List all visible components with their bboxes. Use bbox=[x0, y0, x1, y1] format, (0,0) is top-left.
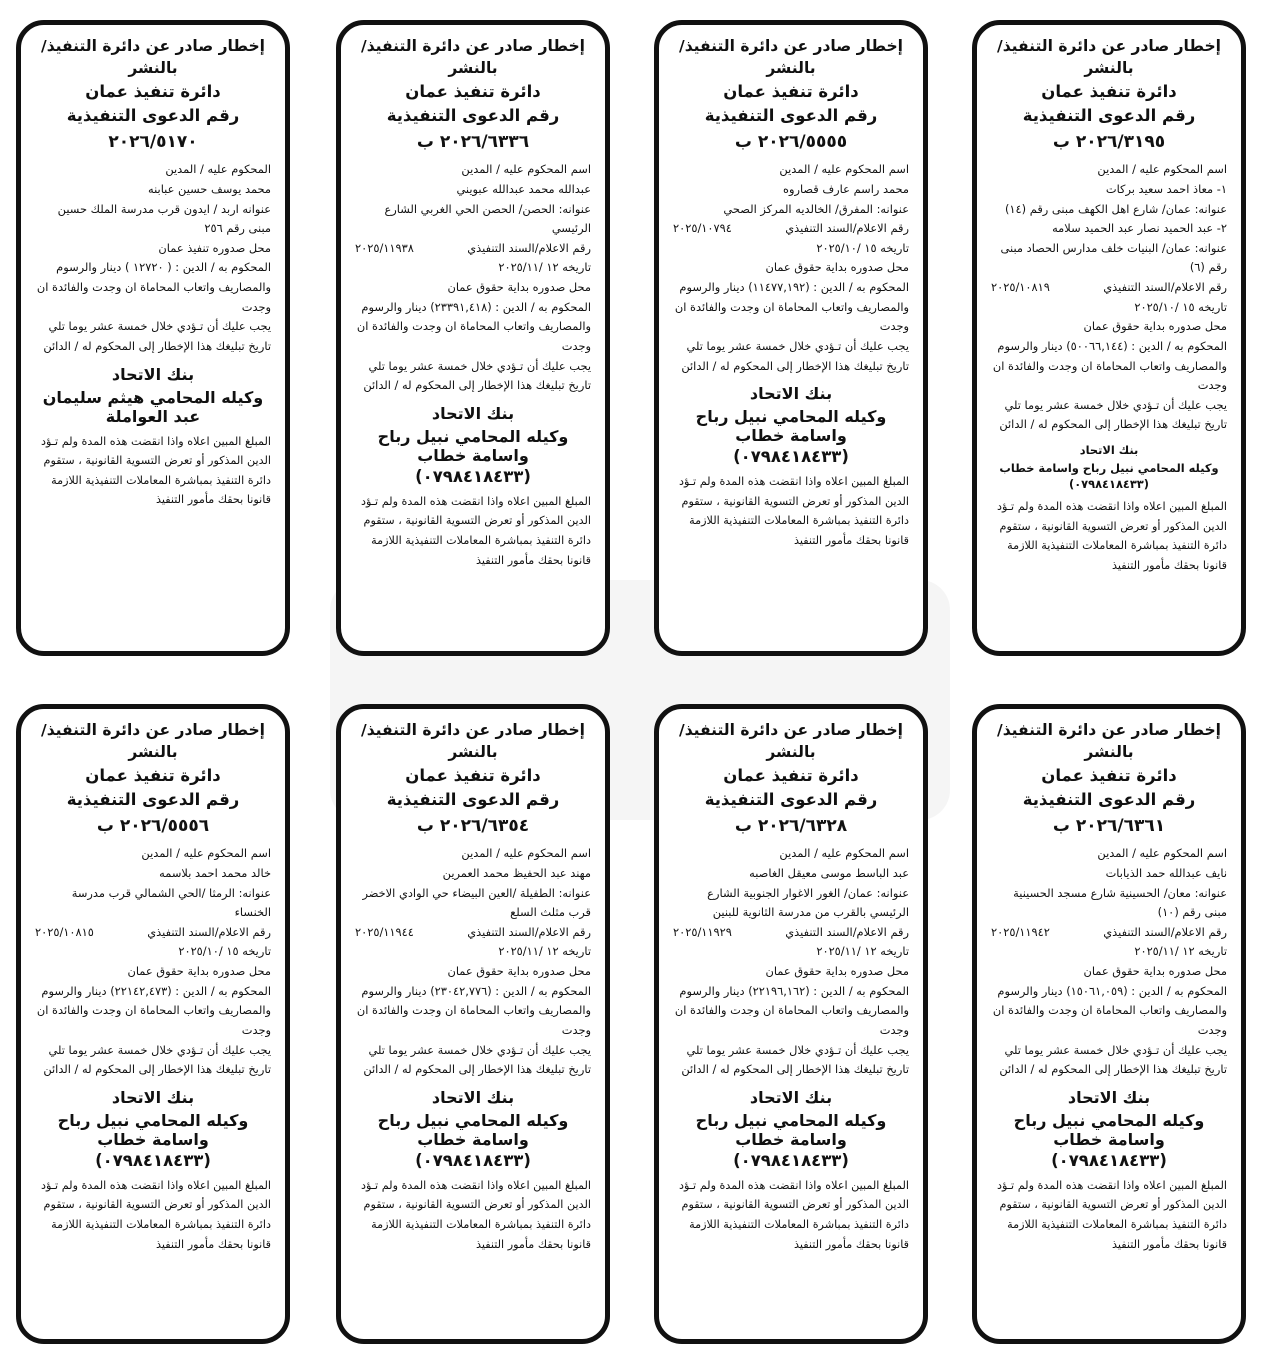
amount-stated: المبلغ المبين اعلاه bbox=[825, 475, 909, 489]
amount-stated: المبلغ المبين اعلاه bbox=[507, 1178, 591, 1192]
debtor-line: عنوانه: المفرق/ الخالديه المركز الصحي bbox=[723, 201, 909, 216]
notice-title: إخطار صادر عن دائرة التنفيذ/ بالنشر bbox=[361, 721, 585, 762]
notice-label: رقم الاعلام/السند التنفيذي bbox=[147, 924, 271, 939]
phone: (٠٧٩٨٤١٨٤٣٣) bbox=[95, 1150, 211, 1170]
dept-name: دائرة تنفيذ عمان bbox=[85, 81, 221, 101]
debtor-label: اسم المحكوم عليه / المدين bbox=[1097, 162, 1227, 177]
debtor-line: محمد يوسف حسين عبابنه bbox=[148, 182, 271, 197]
dept-name: دائرة تنفيذ عمان bbox=[723, 81, 859, 101]
notice-card bbox=[972, 704, 1246, 1344]
amount-stated: المبلغ المبين اعلاه bbox=[187, 1178, 271, 1192]
case-label: رقم الدعوى التنفيذية bbox=[386, 105, 560, 125]
court: محل صدوره بداية حقوق عمان bbox=[447, 280, 591, 295]
debtor-line: عنوانه: الحصن/ الحصن الحي الغربي الشارع الرئيسي bbox=[384, 201, 591, 236]
notice-card bbox=[16, 704, 290, 1344]
notice-label: رقم الاعلام/السند التنفيذي bbox=[785, 924, 909, 939]
debtor-line: عنوانه: عمان/ شارع اهل الكهف مبنى رقم (١٤) bbox=[1004, 201, 1227, 216]
case-number: ٢٠٢٦/٥٥٥٦ ب bbox=[96, 815, 210, 836]
dept-name: دائرة تنفيذ عمان bbox=[1041, 81, 1177, 101]
officer: مأمور التنفيذ bbox=[155, 493, 215, 507]
lawyer: وكيله المحامي نبيل رباح واسامة خطاب bbox=[377, 1110, 569, 1149]
warning: واذا انقضت هذه المدة ولم تـؤد الدين المذكور أو تعرض التسوية القانونية ، ستقوم دائرة التنفيذ بمباشرة المعاملات التنفيذية اللازمة قانونا بحقك bbox=[361, 494, 591, 567]
notice-card bbox=[336, 704, 610, 1344]
warning: واذا انقضت هذه المدة ولم تـؤد الدين المذكور أو تعرض التسوية القانونية ، ستقوم دائرة التنفيذ بمباشرة المعاملات التنفيذية اللازمة قانونا بحقك bbox=[41, 434, 271, 507]
warning: واذا انقضت هذه المدة ولم تـؤد الدين المذكور أو تعرض التسوية القانونية ، ستقوم دائرة التنفيذ بمباشرة المعاملات التنفيذية اللازمة قانونا بحقك bbox=[361, 1178, 591, 1251]
notice-title: إخطار صادر عن دائرة التنفيذ/ بالنشر bbox=[361, 37, 585, 78]
notice-number: ٢٠٢٥/١٠٨١٥ bbox=[35, 924, 94, 939]
notice-title: إخطار صادر عن دائرة التنفيذ/ بالنشر bbox=[679, 721, 903, 762]
phone: (٠٧٩٨٤١٨٤٣٣) bbox=[733, 1150, 849, 1170]
phone: (٠٧٩٨٤١٨٤٣٣) bbox=[1051, 1150, 1167, 1170]
bank-name: بنك الاتحاد bbox=[1067, 1087, 1151, 1107]
lawyer: وكيله المحامي هيثم سليمان عبد العواملة bbox=[42, 387, 264, 426]
court: محل صدوره بداية حقوق عمان bbox=[1083, 319, 1227, 334]
case-number: ٢٠٢٦/٦٣٥٤ ب bbox=[416, 815, 530, 836]
case-label: رقم الدعوى التنفيذية bbox=[704, 105, 878, 125]
warning: واذا انقضت هذه المدة ولم تـؤد الدين المذكور أو تعرض التسوية القانونية ، ستقوم دائرة التنفيذ بمباشرة المعاملات التنفيذية اللازمة قانونا بحقك bbox=[997, 1178, 1227, 1251]
pay-text: يجب عليك أن تـؤدي خلال خمسة عشر يوما تلي تاريخ تبليغك هذا الإخطار إلى المحكوم له / الدائن bbox=[363, 1042, 591, 1077]
notice-title: إخطار صادر عن دائرة التنفيذ/ بالنشر bbox=[679, 37, 903, 78]
pay-text: يجب عليك أن تـؤدي خلال خمسة عشر يوما تلي تاريخ تبليغك هذا الإخطار إلى المحكوم له / الدائن bbox=[681, 1042, 909, 1077]
notice-date: تاريخه ١٥ /٢٠٢٥/١٠ bbox=[816, 240, 909, 255]
warning: واذا انقضت هذه المدة ولم تـؤد الدين المذكور أو تعرض التسوية القانونية ، ستقوم دائرة التنفيذ بمباشرة المعاملات التنفيذية اللازمة قانونا بحقك bbox=[997, 499, 1227, 572]
warning: واذا انقضت هذه المدة ولم تـؤد الدين المذكور أو تعرض التسوية القانونية ، ستقوم دائرة التنفيذ بمباشرة المعاملات التنفيذية اللازمة قانونا بحقك bbox=[679, 475, 909, 547]
debtor-label: المحكوم عليه / المدين bbox=[165, 162, 271, 177]
debtor-line: نايف عبدالله حمد الذيابات bbox=[1105, 866, 1227, 881]
debtor-line: مهند عبد الحفيظ محمد العمرين bbox=[442, 866, 591, 881]
warning: واذا انقضت هذه المدة ولم تـؤد الدين المذكور أو تعرض التسوية القانونية ، ستقوم دائرة التنفيذ بمباشرة المعاملات التنفيذية اللازمة قانونا بحقك bbox=[41, 1178, 271, 1251]
officer: مأمور التنفيذ bbox=[1111, 558, 1171, 572]
amount: المحكوم به / الدين : (٢٣٣٩١,٤١٨) دينار والرسوم والمصاريف واتعاب المحاماة ان وجدت والفائدة ان وجدت bbox=[356, 299, 591, 353]
lawyer: وكيله المحامي نبيل رباح واسامة خطاب bbox=[695, 1110, 887, 1149]
case-label: رقم الدعوى التنفيذية bbox=[1022, 105, 1196, 125]
debtor-line: محمد راسم عارف قصاروه bbox=[782, 182, 909, 197]
amount: المحكوم به / الدين : (٢٢١٤٢,٤٧٣) دينار والرسوم والمصاريف واتعاب المحاماة ان وجدت والفائدة ان وجدت bbox=[36, 983, 271, 1037]
notice-card bbox=[654, 20, 928, 656]
notice-title: إخطار صادر عن دائرة التنفيذ/ بالنشر bbox=[41, 721, 265, 762]
court: محل صدوره بداية حقوق عمان bbox=[127, 964, 271, 979]
bank-name: بنك الاتحاد bbox=[431, 1087, 515, 1107]
notice-card bbox=[654, 704, 928, 1344]
debtor-line: عبدالله محمد عبدالله عبويني bbox=[456, 182, 591, 197]
pay-text: يجب عليك أن تـؤدي خلال خمسة عشر يوما تلي تاريخ تبليغك هذا الإخطار إلى المحكوم له / الدائن bbox=[43, 319, 271, 353]
notice-title: إخطار صادر عن دائرة التنفيذ/ بالنشر bbox=[997, 721, 1221, 762]
bank-name: بنك الاتحاد bbox=[749, 384, 833, 404]
officer: مأمور التنفيذ bbox=[155, 1237, 215, 1251]
debtor-line: عنوانه: عمان/ البنيات خلف مدارس الحصاد مبنى رقم (٦) bbox=[1000, 240, 1227, 275]
notice-date: تاريخه ١٢ /٢٠٢٥/١١ bbox=[498, 260, 591, 275]
notice-card bbox=[336, 20, 610, 656]
notice-label: رقم الاعلام/السند التنفيذي bbox=[467, 240, 591, 255]
court: محل صدوره بداية حقوق عمان bbox=[447, 964, 591, 979]
amount: المحكوم به / الدين : (٥٠٠٦٦,١٤٤) دينار والرسوم والمصاريف واتعاب المحاماة ان وجدت والفائدة ان وجدت bbox=[992, 338, 1227, 393]
bank-name: بنك الاتحاد bbox=[1079, 442, 1139, 457]
case-number: ٢٠٢٦/٥٥٥٥ ب bbox=[734, 131, 848, 152]
notice-number: ٢٠٢٥/١١٩٤٤ bbox=[355, 924, 414, 939]
amount: المحكوم به / الدين : (١٥٠٦١,٠٥٩) دينار والرسوم والمصاريف واتعاب المحاماة ان وجدت والفائدة ان وجدت bbox=[992, 983, 1227, 1037]
notice-number: ٢٠٢٥/١٠٨١٩ bbox=[991, 280, 1050, 295]
debtor-line: عنوانه: الرمثا /الحي الشمالي قرب مدرسة الخنساء bbox=[71, 885, 271, 920]
dept-name: دائرة تنفيذ عمان bbox=[405, 81, 541, 101]
phone: (٠٧٩٨٤١٨٤٣٣) bbox=[415, 1150, 531, 1170]
amount-stated: المبلغ المبين اعلاه bbox=[507, 494, 591, 508]
case-number: ٢٠٢٦/٦٣٣٦ ب bbox=[416, 131, 530, 152]
debtor-line: ٢- عبد الحميد نصار عبد الحميد سلامه bbox=[1052, 221, 1227, 236]
debtor-line: عنوانه: عمان/ الغور الاغوار الجنوبية الشارع الرئيسي بالقرب من مدرسة الثانوية للبنين bbox=[707, 885, 909, 920]
case-label: رقم الدعوى التنفيذية bbox=[386, 789, 560, 809]
pay-text: يجب عليك أن تـؤدي خلال خمسة عشر يوما تلي تاريخ تبليغك هذا الإخطار إلى المحكوم له / الدائن bbox=[999, 1042, 1227, 1077]
notice-date: تاريخه ١٥ /٢٠٢٥/١٠ bbox=[1134, 299, 1227, 314]
amount: المحكوم به / الدين : (٢٣٠٤٢,٧٧٦) دينار والرسوم والمصاريف واتعاب المحاماة ان وجدت والفائدة ان وجدت bbox=[356, 983, 591, 1037]
notice-date: تاريخه ١٢ /٢٠٢٥/١١ bbox=[816, 944, 909, 959]
officer: مأمور التنفيذ bbox=[793, 533, 853, 547]
notice-number: ٢٠٢٥/١١٩٤٢ bbox=[991, 924, 1050, 939]
court: محل صدوره بداية حقوق عمان bbox=[765, 964, 909, 979]
phone: (٠٧٩٨٤١٨٤٣٣) bbox=[1069, 476, 1149, 491]
notice-title: إخطار صادر عن دائرة التنفيذ/ بالنشر bbox=[997, 37, 1221, 78]
amount-stated: المبلغ المبين اعلاه bbox=[825, 1178, 909, 1192]
debtor-label: اسم المحكوم عليه / المدين bbox=[779, 846, 909, 861]
bank-name: بنك الاتحاد bbox=[431, 403, 515, 423]
dept-name: دائرة تنفيذ عمان bbox=[85, 765, 221, 785]
officer: مأمور التنفيذ bbox=[793, 1237, 853, 1251]
notice-label: رقم الاعلام/السند التنفيذي bbox=[467, 924, 591, 939]
pay-text: يجب عليك أن تـؤدي خلال خمسة عشر يوما تلي تاريخ تبليغك هذا الإخطار إلى المحكوم له / الدائن bbox=[363, 358, 591, 393]
court: محل صدوره تنفيذ عمان bbox=[158, 240, 271, 255]
bank-name: بنك الاتحاد bbox=[749, 1087, 833, 1107]
case-label: رقم الدعوى التنفيذية bbox=[1022, 789, 1196, 809]
case-label: رقم الدعوى التنفيذية bbox=[66, 789, 240, 809]
bank-name: بنك الاتحاد bbox=[111, 364, 195, 384]
lawyer: وكيله المحامي نبيل رباح واسامة خطاب bbox=[999, 460, 1219, 475]
dept-name: دائرة تنفيذ عمان bbox=[723, 765, 859, 785]
court: محل صدوره بداية حقوق عمان bbox=[765, 260, 909, 275]
amount: المحكوم به / الدين : (١١٤٧٧,١٩٢) دينار والرسوم والمصاريف واتعاب المحاماة ان وجدت والفائدة ان وجدت bbox=[674, 280, 909, 334]
debtor-label: اسم المحكوم عليه / المدين bbox=[461, 846, 591, 861]
notice-date: تاريخه ١٥ /٢٠٢٥/١٠ bbox=[178, 944, 271, 959]
debtor-line: خالد محمد احمد بلاسمه bbox=[159, 866, 271, 881]
notice-label: رقم الاعلام/السند التنفيذي bbox=[1103, 280, 1227, 295]
officer: مأمور التنفيذ bbox=[475, 1237, 535, 1251]
lawyer: وكيله المحامي نبيل رباح واسامة خطاب bbox=[57, 1110, 249, 1149]
debtor-line: عبد الباسط موسى معيقل الغاصبه bbox=[749, 866, 909, 881]
notice-card bbox=[972, 20, 1246, 656]
phone: (٠٧٩٨٤١٨٤٣٣) bbox=[415, 466, 531, 486]
notice-title: إخطار صادر عن دائرة التنفيذ/ بالنشر bbox=[41, 37, 265, 78]
dept-name: دائرة تنفيذ عمان bbox=[1041, 765, 1177, 785]
lawyer: وكيله المحامي نبيل رباح واسامة خطاب bbox=[377, 426, 569, 465]
notice-number: ٢٠٢٥/١١٩٣٨ bbox=[355, 240, 414, 255]
lawyer: وكيله المحامي نبيل رباح واسامة خطاب bbox=[1013, 1110, 1205, 1149]
officer: مأمور التنفيذ bbox=[1111, 1237, 1171, 1251]
amount-stated: المبلغ المبين اعلاه bbox=[1143, 499, 1227, 513]
debtor-label: اسم المحكوم عليه / المدين bbox=[461, 162, 591, 177]
debtor-line: عنوانه: معان/ الحسينية شارع مسجد الحسينية مبنى رقم (١٠) bbox=[1013, 885, 1227, 920]
case-label: رقم الدعوى التنفيذية bbox=[704, 789, 878, 809]
notice-number: ٢٠٢٥/١٠٧٩٤ bbox=[673, 221, 732, 236]
bank-name: بنك الاتحاد bbox=[111, 1087, 195, 1107]
debtor-label: اسم المحكوم عليه / المدين bbox=[779, 162, 909, 177]
case-number: ٢٠٢٦/٦٣٢٨ ب bbox=[734, 815, 848, 836]
phone: (٠٧٩٨٤١٨٤٣٣) bbox=[733, 447, 849, 467]
notice-number: ٢٠٢٥/١١٩٢٩ bbox=[673, 924, 732, 939]
amount-stated: المبلغ المبين اعلاه bbox=[1143, 1178, 1227, 1192]
pay-text: يجب عليك أن تـؤدي خلال خمسة عشر يوما تلي تاريخ تبليغك هذا الإخطار إلى المحكوم له / الدائن bbox=[681, 338, 909, 373]
debtor-line: ١- معاذ احمد سعيد بركات bbox=[1105, 182, 1227, 197]
case-label: رقم الدعوى التنفيذية bbox=[66, 105, 240, 125]
debtor-line: عنوانه اربد / ايدون قرب مدرسة الملك حسين مبنى رقم ٢٥٦ bbox=[57, 201, 271, 236]
debtor-label: اسم المحكوم عليه / المدين bbox=[141, 846, 271, 861]
pay-text: يجب عليك أن تـؤدي خلال خمسة عشر يوما تلي تاريخ تبليغك هذا الإخطار إلى المحكوم له / الدائن bbox=[43, 1042, 271, 1077]
debtor-line: عنوانه: الطفيلة /العين البيضاء حي الوادي الاخضر قرب مثلث السلع bbox=[362, 885, 591, 920]
case-number: ٢٠٢٦/٦٣٦١ ب bbox=[1052, 815, 1166, 836]
court: محل صدوره بداية حقوق عمان bbox=[1083, 964, 1227, 979]
notice-label: رقم الاعلام/السند التنفيذي bbox=[1103, 924, 1227, 939]
case-number: ٢٠٢٦/٣١٩٥ ب bbox=[1052, 131, 1166, 152]
notice-label: رقم الاعلام/السند التنفيذي bbox=[785, 221, 909, 236]
pay-text: يجب عليك أن تـؤدي خلال خمسة عشر يوما تلي تاريخ تبليغك هذا الإخطار إلى المحكوم له / الدائن bbox=[999, 397, 1227, 432]
amount: المحكوم به / الدين : (٢٢١٩٦,١٦٢) دينار والرسوم والمصاريف واتعاب المحاماة ان وجدت والفائدة ان وجدت bbox=[674, 983, 909, 1037]
case-number: ٢٠٢٦/٥١٧٠ bbox=[108, 131, 198, 152]
dept-name: دائرة تنفيذ عمان bbox=[405, 765, 541, 785]
lawyer: وكيله المحامي نبيل رباح واسامة خطاب bbox=[695, 407, 887, 446]
notice-date: تاريخه ١٢ /٢٠٢٥/١١ bbox=[498, 944, 591, 959]
notice-card bbox=[16, 20, 290, 656]
amount: المحكوم به / الدين : ( ١٢٧٢٠ ) دينار والرسوم والمصاريف واتعاب المحاماة ان وجدت والفائدة ان وجدت bbox=[36, 260, 271, 314]
officer: مأمور التنفيذ bbox=[475, 553, 535, 567]
notice-date: تاريخه ١٢ /٢٠٢٥/١١ bbox=[1134, 944, 1227, 959]
amount-stated: المبلغ المبين اعلاه bbox=[187, 434, 271, 448]
debtor-label: اسم المحكوم عليه / المدين bbox=[1097, 846, 1227, 861]
warning: واذا انقضت هذه المدة ولم تـؤد الدين المذكور أو تعرض التسوية القانونية ، ستقوم دائرة التنفيذ بمباشرة المعاملات التنفيذية اللازمة قانونا بحقك bbox=[679, 1178, 909, 1251]
